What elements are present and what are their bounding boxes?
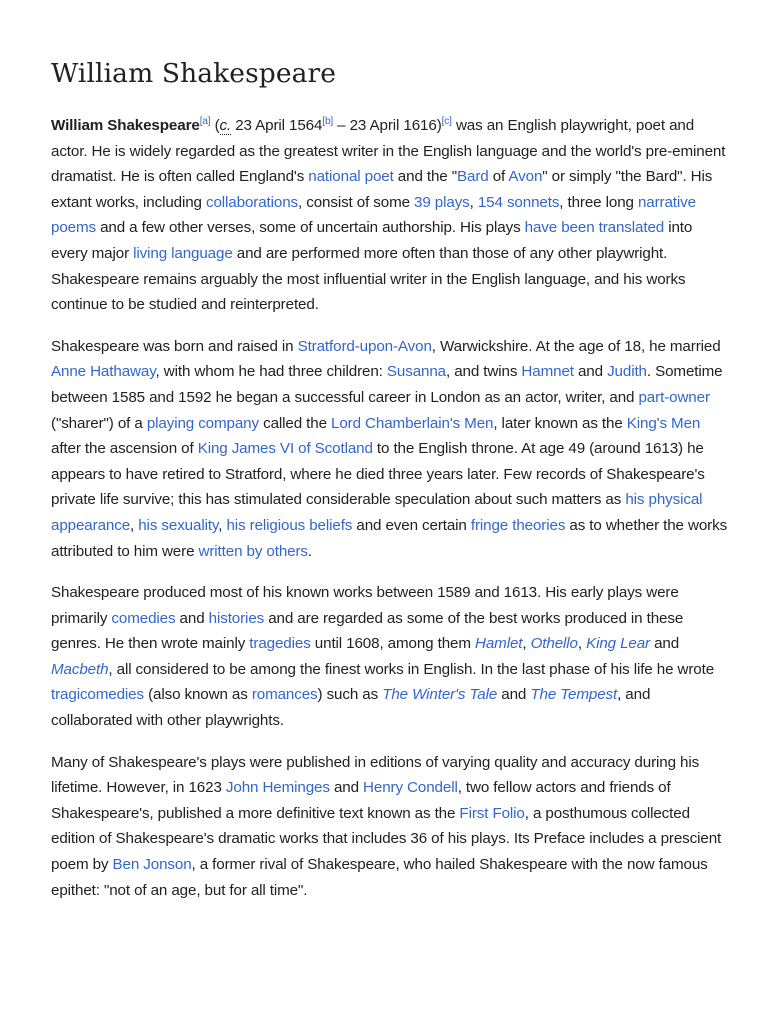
hamlet-link[interactable] — [475, 635, 522, 652]
text: , three long — [559, 193, 638, 211]
text: was an English playwright, poet and actor. He is widely regarded as the greatest writer in the English language and the world's pre-eminent dramatist. He is often called England's — [51, 117, 726, 186]
text: to the English throne. At age 49 (around 1613) he appears to have retired to Stratford, where he died three years later. Few records of Shakespeare's private life survive; this has stimulated considerable speculation about such matters as — [51, 440, 705, 509]
text: . Sometime between 1585 and 1592 he began a successful career in London as an actor, writer, and — [51, 363, 723, 406]
text: Many of Shakespeare's plays were published in editions of varying quality and accuracy during his lifetime. However, in 1623 — [51, 753, 700, 797]
avon-link[interactable]: Avon — [508, 168, 543, 186]
othello-link[interactable] — [531, 635, 578, 652]
text: of — [488, 168, 509, 186]
text: , — [469, 193, 478, 211]
paragraph-publication — [51, 750, 731, 904]
playing-company-link[interactable]: playing company — [146, 414, 259, 432]
tempest-title: The Tempest — [530, 686, 618, 704]
text: and — [175, 609, 209, 627]
winters-tale-title: The Winter's Tale — [382, 686, 498, 704]
narrative-poems-link[interactable]: narrative poems — [51, 193, 696, 237]
kings-men-link[interactable]: King's Men — [626, 414, 701, 432]
tragedies-link[interactable]: tragedies — [249, 635, 311, 653]
ben-jonson-link[interactable]: Ben Jonson — [112, 856, 192, 874]
text: Shakespeare was born and raised in — [51, 337, 298, 355]
text: ) such as — [317, 686, 383, 704]
part-owner-link[interactable]: part-owner — [638, 388, 710, 406]
text: , and twins — [446, 363, 522, 381]
text: and — [329, 779, 364, 797]
written-by-others-link[interactable]: written by others — [198, 542, 308, 560]
text: , — [577, 635, 587, 653]
collaborations-link[interactable]: collaborations — [205, 193, 299, 211]
stratford-link[interactable]: Stratford-upon-Avon — [297, 337, 432, 355]
king-lear-link[interactable] — [586, 635, 650, 652]
macbeth-title: Macbeth — [51, 660, 109, 678]
text: called the — [259, 414, 332, 432]
lord-chamberlains-men-link[interactable]: Lord Chamberlain's Men — [331, 414, 494, 432]
death-date: – 23 April 1616) — [333, 117, 442, 134]
text: until 1608, among them — [310, 635, 475, 653]
text: , Warwickshire. At the age of 18, he married — [431, 337, 721, 355]
text: into every major — [51, 219, 693, 262]
circa-abbr: c. — [219, 117, 232, 134]
winters-tale-link[interactable] — [382, 686, 497, 703]
tragicomedies-link[interactable]: tragicomedies — [51, 686, 144, 704]
text: , consist of some — [298, 193, 415, 211]
page-title: William Shakespeare — [51, 58, 337, 89]
comedies-link[interactable]: comedies — [111, 609, 176, 627]
hamlet-title: Hamlet — [474, 635, 523, 653]
text: Shakespeare produced most of his known works between 1589 and 1613. His early plays were primarily — [51, 584, 679, 627]
king-lear-title: King Lear — [586, 635, 650, 653]
text: and the " — [393, 168, 458, 186]
text: , and collaborated with other playwrights. — [51, 686, 651, 730]
plays-link[interactable]: 39 plays — [414, 193, 470, 211]
bard-link[interactable]: Bard — [457, 168, 489, 186]
text: . — [307, 542, 312, 560]
king-james-link[interactable]: King James VI of Scotland — [197, 440, 373, 458]
religious-beliefs-link[interactable]: his religious beliefs — [226, 516, 353, 534]
text: after the ascension of — [51, 440, 198, 458]
sexuality-link[interactable]: his sexuality — [138, 516, 219, 534]
hamnet-link[interactable]: Hamnet — [521, 363, 574, 381]
henry-condell-link[interactable]: Henry Condell — [363, 779, 458, 797]
judith-link[interactable]: Judith — [607, 363, 647, 381]
sonnets-link[interactable]: 154 sonnets — [477, 193, 560, 211]
fringe-theories-link[interactable]: fringe theories — [470, 516, 566, 534]
john-heminges-link[interactable]: John Heminges — [225, 779, 330, 797]
footnote-c-link[interactable]: [c] — [441, 115, 452, 127]
text: , a posthumous collected edition of Shakespeare's dramatic works that includes 36 of his plays. Its Preface includes a prescient poem by — [51, 804, 722, 874]
tempest-link[interactable] — [530, 686, 617, 703]
text: and — [497, 686, 531, 704]
text: and — [650, 635, 680, 653]
text: , all considered to be among the finest works in English. In the last phase of his life he wrote — [108, 660, 715, 678]
text: , — [130, 516, 139, 534]
physical-appearance-link[interactable]: his physical appearance — [51, 491, 703, 534]
text: and are regarded as some of the best works produced in these genres. He then wrote mainly — [51, 609, 684, 653]
text: and are performed more often than those of any other playwright. Shakespeare remains arguably the most influential writer in the English language, and his works continue to be studied and reinterpreted. — [51, 244, 686, 314]
text: , a former rival of Shakespeare, who hailed Shakespeare with the now famous epithet: "not of an age, but for all time". — [51, 856, 708, 899]
text: ( — [210, 117, 220, 134]
translated-link[interactable]: have been translated — [524, 219, 665, 237]
susanna-link[interactable]: Susanna — [386, 363, 447, 381]
text: , two fellow actors and friends of Shakespeare's, published a more definitive text known as the — [51, 779, 671, 822]
text: , later known as the — [493, 414, 627, 432]
text: , — [522, 635, 531, 653]
text: (also known as — [143, 686, 252, 704]
paragraph-intro — [51, 113, 731, 318]
text: , with whom he had three children: — [155, 363, 387, 381]
romances-link[interactable]: romances — [251, 686, 318, 704]
text: , — [218, 516, 227, 534]
text: ("sharer") of a — [51, 414, 147, 432]
text: and even certain — [352, 516, 471, 534]
text: " or simply "the Bard". His extant works, including — [51, 168, 713, 211]
text: and — [573, 363, 608, 381]
anne-hathaway-link[interactable]: Anne Hathaway — [51, 363, 156, 381]
footnote-a-link[interactable]: [a] — [199, 115, 211, 127]
paragraph-life — [51, 334, 731, 564]
macbeth-link[interactable] — [51, 661, 108, 678]
text: and a few other verses, some of uncertain authorship. His plays — [96, 219, 525, 237]
first-folio-link[interactable]: First Folio — [459, 804, 525, 822]
text: as to whether the works attributed to him were — [51, 516, 728, 560]
birth-date: 23 April 1564 — [231, 117, 323, 134]
article-subject: William Shakespeare — [51, 117, 200, 134]
histories-link[interactable]: histories — [208, 609, 265, 627]
footnote-b-link[interactable]: [b] — [322, 115, 334, 127]
living-language-link[interactable]: living language — [133, 244, 233, 262]
othello-title: Othello — [530, 635, 578, 653]
national-poet-link[interactable]: national poet — [308, 168, 394, 186]
paragraph-works — [51, 580, 731, 734]
